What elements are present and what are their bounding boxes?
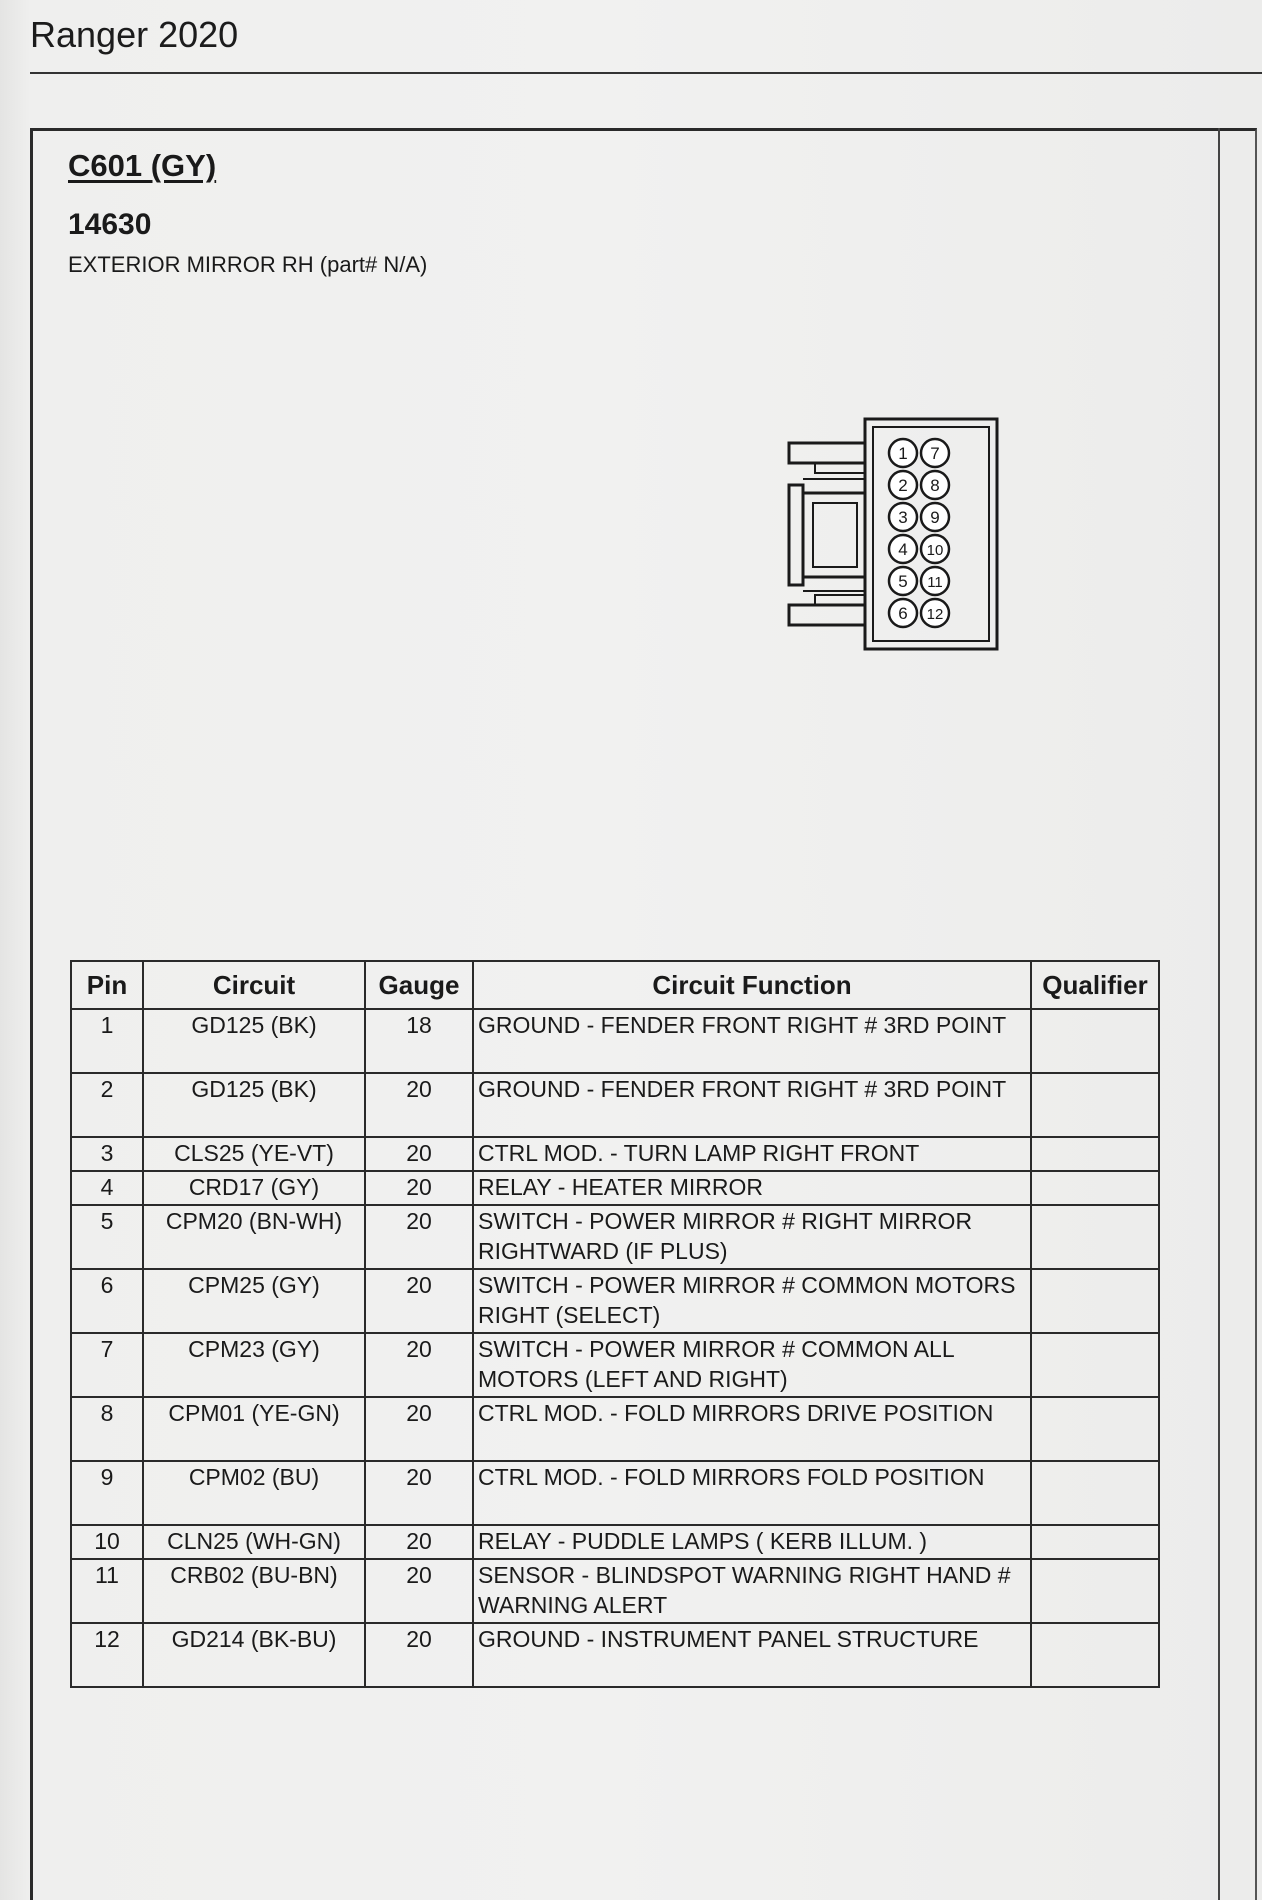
table-row [71,1137,1159,1171]
cell-qualifier [1031,1461,1159,1525]
cell-gauge: 20 [365,1461,473,1525]
cell-gauge: 20 [365,1205,473,1269]
cell-circuit: CPM20 (BN-WH) [143,1205,365,1269]
cell-gauge: 20 [365,1073,473,1137]
cell-gauge: 20 [365,1559,473,1623]
table-row [71,1205,1159,1269]
cell-function: GROUND - FENDER FRONT RIGHT # 3RD POINT [473,1009,1031,1073]
cell-function: SENSOR - BLINDSPOT WARNING RIGHT HAND # WARNING ALERT [473,1559,1031,1623]
cell-function: SWITCH - POWER MIRROR # RIGHT MIRROR RIGHTWARD (IF PLUS) [473,1205,1031,1269]
cell-qualifier [1031,1559,1159,1623]
cell-gauge: 20 [365,1333,473,1397]
cell-function: RELAY - PUDDLE LAMPS ( KERB ILLUM. ) [473,1525,1031,1559]
cell-function: RELAY - HEATER MIRROR [473,1171,1031,1205]
cell-gauge: 20 [365,1397,473,1461]
table-row [71,1171,1159,1205]
cell-gauge: 20 [365,1623,473,1687]
cell-pin: 12 [71,1623,143,1687]
table-header-row [71,961,1159,1009]
header-circuit-function: Circuit Function [473,961,1031,1009]
pin-label: 11 [927,574,943,591]
cell-pin: 11 [71,1559,143,1623]
cell-gauge: 18 [365,1009,473,1073]
cell-pin: 10 [71,1525,143,1559]
cell-circuit: CPM02 (BU) [143,1461,365,1525]
cell-pin: 2 [71,1073,143,1137]
frame-right-border [1218,128,1220,1900]
cell-gauge: 20 [365,1171,473,1205]
pin-label: 6 [898,604,908,623]
pin-label: 4 [898,540,908,559]
header-pin: Pin [71,961,143,1009]
cell-circuit: CPM01 (YE-GN) [143,1397,365,1461]
table-row [71,1397,1159,1461]
cell-qualifier [1031,1137,1159,1171]
part-description: EXTERIOR MIRROR RH (part# N/A) [68,252,428,277]
cell-gauge: 20 [365,1269,473,1333]
cell-function: GROUND - INSTRUMENT PANEL STRUCTURE [473,1623,1031,1687]
cell-qualifier [1031,1397,1159,1461]
table-row [71,1559,1159,1623]
cell-pin: 8 [71,1397,143,1461]
table-row [71,1525,1159,1559]
page-title: Ranger 2020 [30,14,239,55]
header-divider [30,72,1262,74]
cell-qualifier [1031,1525,1159,1559]
part-number: 14630 [68,208,152,241]
table-row [71,1333,1159,1397]
cell-gauge: 20 [365,1137,473,1171]
table-row [71,1009,1159,1073]
cell-pin: 7 [71,1333,143,1397]
cell-qualifier [1031,1073,1159,1137]
cell-qualifier [1031,1009,1159,1073]
cell-circuit: CRB02 (BU-BN) [143,1559,365,1623]
pin-label: 2 [898,476,908,495]
pin-label: 12 [926,606,944,623]
cell-qualifier [1031,1269,1159,1333]
connector-face-diagram [785,415,1005,655]
cell-pin: 3 [71,1137,143,1171]
pin-label: 10 [926,542,944,559]
cell-qualifier [1031,1623,1159,1687]
cell-circuit: CLS25 (YE-VT) [143,1137,365,1171]
cell-circuit: CLN25 (WH-GN) [143,1525,365,1559]
connector-id: C601 (GY) [68,148,217,183]
cell-function: CTRL MOD. - FOLD MIRRORS DRIVE POSITION [473,1397,1031,1461]
table-row [71,1461,1159,1525]
pinout-table [70,960,1160,1688]
cell-pin: 5 [71,1205,143,1269]
cell-circuit: CPM23 (GY) [143,1333,365,1397]
header-gauge: Gauge [365,961,473,1009]
table-row [71,1269,1159,1333]
cell-qualifier [1031,1171,1159,1205]
pin-label: 1 [898,444,908,463]
cell-circuit: GD214 (BK-BU) [143,1623,365,1687]
pin-label: 7 [930,444,940,463]
cell-circuit: GD125 (BK) [143,1009,365,1073]
cell-function: CTRL MOD. - TURN LAMP RIGHT FRONT [473,1137,1031,1171]
pin-cavities [889,439,949,627]
cell-qualifier [1031,1333,1159,1397]
cell-gauge: 20 [365,1525,473,1559]
cell-pin: 6 [71,1269,143,1333]
pin-label: 9 [930,508,940,527]
cell-pin: 9 [71,1461,143,1525]
pin-label: 5 [898,572,908,591]
cell-function: SWITCH - POWER MIRROR # COMMON ALL MOTORS (LEFT AND RIGHT) [473,1333,1031,1397]
cell-qualifier [1031,1205,1159,1269]
header-qualifier: Qualifier [1031,961,1159,1009]
header-circuit: Circuit [143,961,365,1009]
pin-label: 8 [930,476,940,495]
pin-label: 3 [898,508,908,527]
cell-circuit: CPM25 (GY) [143,1269,365,1333]
cell-pin: 1 [71,1009,143,1073]
cell-function: SWITCH - POWER MIRROR # COMMON MOTORS RIGHT (SELECT) [473,1269,1031,1333]
cell-function: GROUND - FENDER FRONT RIGHT # 3RD POINT [473,1073,1031,1137]
cell-pin: 4 [71,1171,143,1205]
cell-circuit: CRD17 (GY) [143,1171,365,1205]
table-row [71,1073,1159,1137]
cell-circuit: GD125 (BK) [143,1073,365,1137]
table-row [71,1623,1159,1687]
cell-function: CTRL MOD. - FOLD MIRRORS FOLD POSITION [473,1461,1031,1525]
